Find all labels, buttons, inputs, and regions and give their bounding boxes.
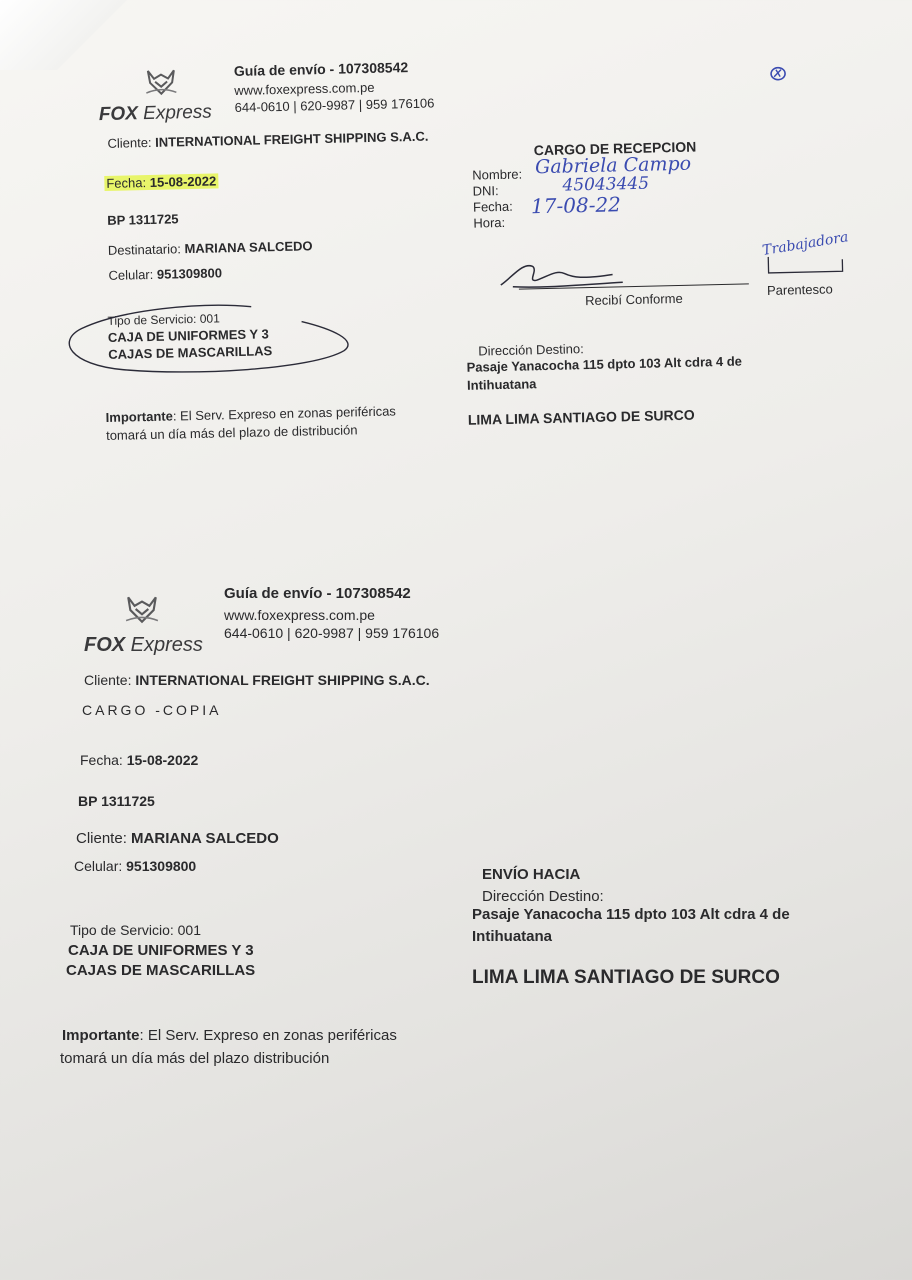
bp-number: BP 1311725 (107, 211, 179, 228)
service-line-2: CAJAS DE MASCARILLAS (108, 343, 273, 362)
website: www.foxexpress.com.pe (234, 79, 375, 99)
client-line: Cliente: INTERNATIONAL FREIGHT SHIPPING S.A.C. (84, 672, 430, 688)
important-note: Importante: El Serv. Expreso en zonas periféricas (105, 403, 397, 426)
service-line-1: CAJA DE UNIFORMES Y 3 (107, 326, 269, 345)
bp-number: BP 1311725 (78, 793, 155, 809)
handwritten-dni: 45043445 (562, 173, 650, 196)
receipt-name-label: Nombre: (472, 166, 523, 183)
relation-bracket (762, 251, 853, 279)
receipt-date-label: Fecha: (472, 198, 513, 215)
date-line: Fecha: 15-08-2022 (80, 752, 199, 768)
address-line-1: Pasaje Yanacocha 115 dpto 103 Alt cdra 4 de (466, 353, 743, 375)
handwritten-relation: Trabajadora (761, 229, 850, 260)
fox-logo-icon (124, 592, 160, 626)
service-type: Tipo de Servicio: 001 (107, 311, 220, 328)
destination-label: Dirección Destino: (482, 888, 604, 905)
fox-logo-icon (144, 66, 179, 97)
important-note-2: tomará un día más del plazo de distribución (105, 422, 358, 444)
destination-label: Dirección Destino: (478, 341, 584, 359)
address-line-2: Intihuatana (472, 928, 553, 945)
district: LIMA LIMA SANTIAGO DE SURCO (467, 406, 695, 428)
service-line-1: CAJA DE UNIFORMES Y 3 (68, 942, 254, 959)
received-label: Recibí Conforme (585, 290, 683, 309)
service-type: Tipo de Servicio: 001 (70, 922, 201, 938)
copy-label: CARGO -COPIA (82, 702, 222, 718)
brand-name: FOX Express (98, 101, 213, 126)
address-line-1: Pasaje Yanacocha 115 dpto 103 Alt cdra 4 de (472, 906, 790, 923)
phone-line: Celular: 951309800 (108, 265, 223, 283)
handwritten-name: Gabriela Campo (534, 152, 692, 179)
phone-line: Celular: 951309800 (74, 858, 197, 874)
district: LIMA LIMA SANTIAGO DE SURCO (472, 967, 780, 988)
fox-express-logo (98, 65, 229, 130)
phones: 644-0610 | 620-9987 | 959 176106 (234, 95, 435, 116)
brand-name: FOX Express (84, 634, 203, 656)
fox-express-logo-copy (84, 592, 216, 656)
ship-to-heading: ENVÍO HACIA (482, 866, 581, 883)
phones: 644-0610 | 620-9987 | 959 176106 (224, 625, 440, 641)
website: www.foxexpress.com.pe (224, 607, 375, 623)
address-line-2: Intihuatana (466, 376, 537, 393)
date-line: Fecha: 15-08-2022 (106, 173, 217, 191)
guide-title: Guía de envío - 107308542 (233, 59, 409, 80)
recipient-line: Cliente: MARIANA SALCEDO (76, 830, 279, 847)
important-note-2: tomará un día más del plazo distribución (60, 1050, 330, 1067)
handwritten-date: 17-08-22 (530, 192, 622, 219)
client-line: Cliente: INTERNATIONAL FREIGHT SHIPPING S.A.C. (107, 128, 429, 151)
guide-title: Guía de envío - 107308542 (224, 585, 411, 602)
pen-circle-mark (61, 294, 353, 381)
receipt-dni-label: DNI: (472, 183, 499, 199)
receipt-time-label: Hora: (473, 214, 506, 231)
shipping-guide-original (0, 0, 912, 550)
recipient-line: Destinatario: MARIANA SALCEDO (107, 238, 313, 258)
relation-label: Parentesco (766, 281, 833, 298)
pen-mark-icon (768, 64, 788, 82)
receipt-title: CARGO DE RECEPCION (533, 138, 697, 159)
important-note: Importante: El Serv. Expreso en zonas periféricas (62, 1027, 397, 1044)
service-line-2: CAJAS DE MASCARILLAS (66, 962, 256, 979)
